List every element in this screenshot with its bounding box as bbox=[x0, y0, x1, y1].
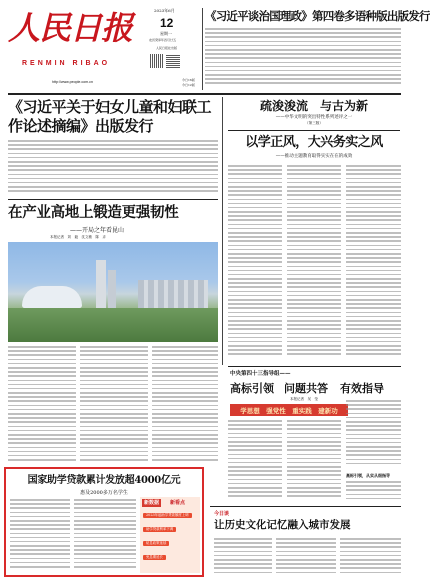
today-talk-body-col3 bbox=[340, 538, 401, 578]
feature-photo bbox=[8, 242, 218, 342]
right-body-col2 bbox=[287, 165, 341, 363]
edition-line-2: 今日16版 bbox=[182, 78, 195, 82]
promo-body-col1 bbox=[10, 499, 70, 573]
right-h1-rule bbox=[228, 130, 400, 131]
right-body-col1 bbox=[228, 165, 282, 363]
top-divider-v bbox=[202, 8, 203, 90]
right-mid-rule bbox=[228, 366, 401, 367]
date-panel bbox=[146, 6, 198, 88]
guide-body-col1 bbox=[228, 420, 282, 502]
promo-chip-1: 2023年起助学贷款额度上调 bbox=[143, 513, 192, 518]
date-day: 12 bbox=[160, 16, 174, 30]
guide-part-1[interactable]: 高标引领 bbox=[230, 382, 274, 395]
bottom-right-rule bbox=[210, 506, 401, 507]
feature-body-col2 bbox=[80, 346, 148, 466]
right-h1[interactable]: 疏浚浚流 与古为新 bbox=[259, 99, 368, 113]
guide-byline: 本报记者 吴 莹 bbox=[290, 397, 318, 401]
top-banner-headline[interactable]: 《习近平谈治国理政》第四卷多语种版出版发行 bbox=[205, 9, 430, 23]
photo-tower-2 bbox=[108, 270, 116, 310]
edition-line-3: 今日12版 bbox=[182, 83, 195, 87]
guide-part-2[interactable]: 问题共答 bbox=[284, 382, 328, 395]
feature-body-col1 bbox=[8, 346, 76, 466]
feature-subhead: ——开局之年看昆山 bbox=[70, 227, 125, 234]
promo-box[interactable] bbox=[4, 467, 204, 577]
right-h2[interactable]: 以学正风，大兴务实之风 bbox=[245, 135, 383, 150]
lead-headline[interactable]: 《习近平关于妇女儿童和妇联工作论述摘编》出版发行 bbox=[8, 98, 212, 135]
note-body bbox=[346, 481, 401, 503]
promo-subhead: 惠及2000多万名学生 bbox=[80, 490, 128, 496]
photo-trees bbox=[8, 308, 218, 342]
qr-code bbox=[150, 54, 164, 68]
right-body-col3 bbox=[346, 165, 401, 363]
red-banner-text: 学思想 强党性 重实践 建新功 bbox=[240, 407, 338, 415]
today-talk-kicker: 今日谈 bbox=[214, 511, 230, 517]
date-weekday: 星期一 bbox=[160, 31, 172, 36]
photo-stadium bbox=[22, 286, 82, 308]
main-divider-v bbox=[222, 97, 223, 365]
feature-body-col3 bbox=[152, 346, 218, 466]
right-h1-note: （第三版） bbox=[305, 121, 323, 125]
today-talk-body-col2 bbox=[276, 538, 336, 578]
promo-infographic bbox=[140, 497, 200, 573]
qr-code-2 bbox=[166, 54, 180, 68]
photo-tower bbox=[96, 260, 106, 310]
edition-line-1: 人民日报社出版 bbox=[156, 46, 178, 50]
promo-headline: 国家助学贷款累计发放超4000亿元 bbox=[27, 475, 181, 486]
promo-body-col2 bbox=[74, 499, 136, 573]
date-line: 2023年6月 bbox=[154, 8, 175, 13]
guide-body-col3 bbox=[346, 400, 401, 470]
guide-body-col2 bbox=[287, 420, 341, 502]
top-banner-body bbox=[205, 28, 401, 90]
feature-headline[interactable]: 在产业高地上锻造更强韧性 bbox=[8, 205, 179, 221]
promo-tag-left: 新数据 bbox=[144, 500, 160, 506]
right-h2-sub: ——推动主题教育取得实实在在的成效 bbox=[275, 154, 353, 159]
promo-chip-3: 贴息政策延续 bbox=[143, 541, 169, 546]
today-talk-headline[interactable]: 让历史文化记忆融入城市发展 bbox=[214, 519, 351, 531]
promo-chip-4: 免息期延长 bbox=[143, 555, 166, 560]
date-lunar: 农历癸卯年四月廿五 bbox=[149, 38, 177, 42]
right-h1-sub: ——中华文明的突出特性系列述评之一 bbox=[275, 115, 353, 120]
masthead-url: http://www.people.com.cn bbox=[52, 80, 93, 84]
promo-tag-right: 新看点 bbox=[170, 500, 186, 506]
masthead-title: 人民日报 bbox=[8, 9, 133, 47]
red-banner bbox=[230, 404, 348, 416]
promo-chip-2: 助学贷款利率下调 bbox=[143, 527, 176, 532]
feature-byline: 本报记者 刘 毅 沈文敏 陈 卉 bbox=[50, 235, 106, 239]
lead-body bbox=[8, 140, 218, 196]
lead-rule bbox=[8, 199, 218, 200]
photo-buildings bbox=[138, 280, 208, 308]
masthead-pinyin: RENMIN RIBAO bbox=[22, 60, 111, 67]
guide-kicker: 中央第四十三指导组—— bbox=[230, 371, 291, 377]
bottom-right-note: 高标引领，从实从细指导 bbox=[346, 473, 390, 478]
today-talk-body-col1 bbox=[214, 538, 272, 578]
guide-part-3[interactable]: 有效指导 bbox=[340, 382, 384, 395]
masthead-rule bbox=[8, 93, 401, 95]
